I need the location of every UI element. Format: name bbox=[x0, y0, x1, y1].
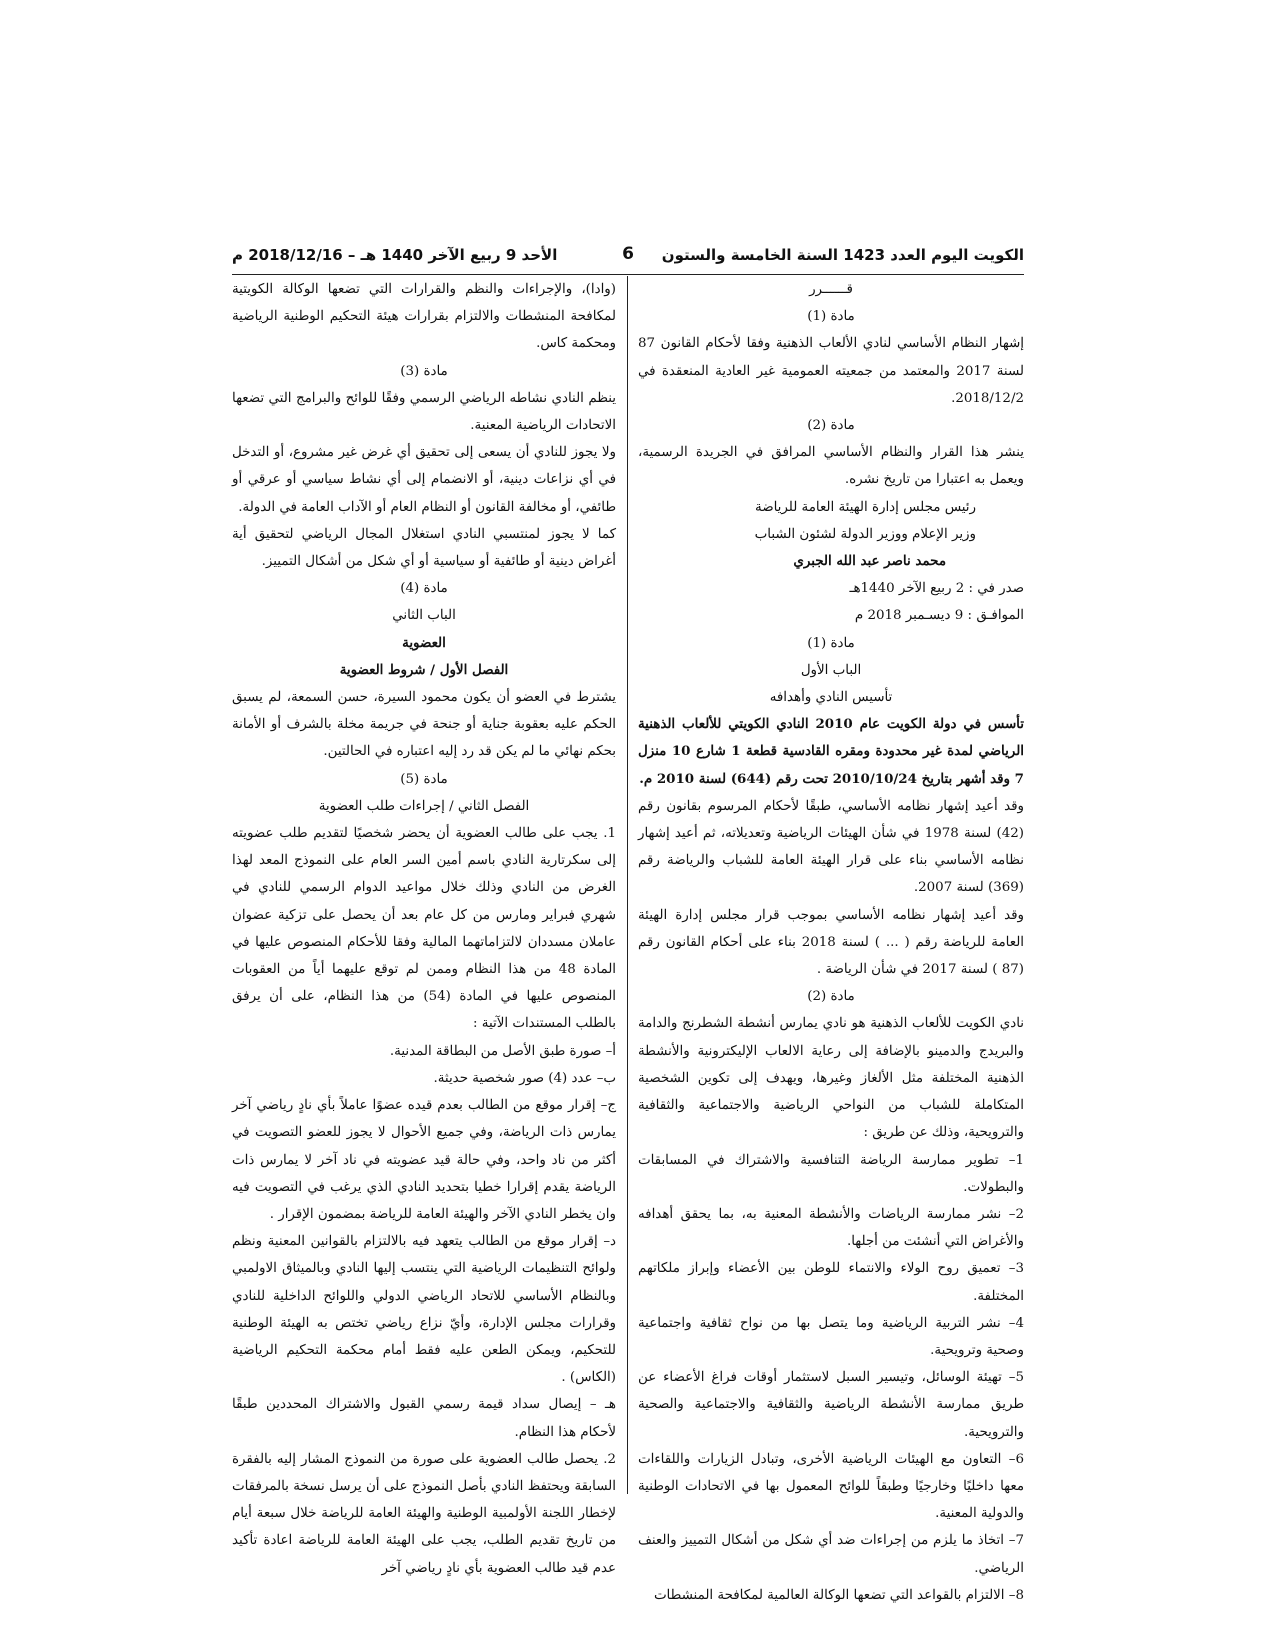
list-item: هـ – إيصال سداد قيمة رسمي القبول والاشتراك المحددين طبقًا لأحكام هذا النظام. bbox=[232, 1397, 616, 1440]
article-heading: مادة (1) bbox=[807, 309, 855, 325]
column-divider bbox=[627, 276, 628, 1494]
list-item: 6– التعاون مع الهيئات الرياضية الأخرى، وتبادل الزيارات واللقاءات معها داخليًا وخارجيًا وطبقاً للوائح المعمول بها في الاتحادات الوطنية والدولية المعنية. bbox=[638, 1451, 1024, 1522]
paragraph: ينشر هذا القرار والنظام الأساسي المرافق في الجريدة الرسمية، ويعمل به اعتبارا من تاريخ نشره. bbox=[638, 445, 1024, 488]
list-item: د– إقرار موقع من الطالب يتعهد فيه بالالتزام بالقوانين المعنية ونظم ولوائح التنظيمات الرياضية التي ينتسب إليها النادي وبالميثاق الاولمبي وبالنظام الأساسي للاتحاد الرياضي الدولي واللوائح الداخلية للنادي وقرارات مجلس الإدارة، وأيّ نزاع رياضي تختص به الهيئة الوطنية للتحكيم، ويمكن الطعن عليه فقط أمام محكمة التحكيم الرياضية (الكاس) . bbox=[232, 1234, 616, 1386]
chapter-heading: الباب الثاني bbox=[392, 608, 456, 624]
issued-date-gregorian: الموافـق : 9 ديسـمبر 2018 م bbox=[854, 608, 1024, 624]
paragraph: كما لا يجوز لمنتسبي النادي استغلال المجال الرياضي لتحقيق أية أغراض دينية أو طائفية أو سياسية أو أي شكل من أشكال التمييز. bbox=[232, 526, 616, 570]
paragraph: يشترط في العضو أن يكون محمود السيرة، حسن السمعة، لم يسبق الحكم عليه بعقوبة جناية أو جنحة في جريمة مخلة بالشرف أو الأمانة بحكم نهائي ما لم يكن قد رد إليه اعتباره في الحالتين. bbox=[232, 690, 616, 760]
article-heading: مادة (3) bbox=[400, 363, 448, 379]
paragraph: نادي الكويت للألعاب الذهنية هو نادي يمارس أنشطة الشطرنج والدامة والبريدج والدمينو بالإضافة إلى رعاية الالعاب الإليكترونية والأنشطة الذهنية المختلفة مثل الألغاز وغيرها، ويهدف إلى تكوين الشخصية المتكاملة للشباب من النواحي الرياضية والاجتماعية والثقافية والترويحية، وذلك عن طريق : bbox=[638, 1016, 1024, 1141]
article-heading: مادة (2) bbox=[807, 418, 855, 434]
issue-info: الكويت اليوم العدد 1423 السنة الخامسة والستون bbox=[661, 246, 1024, 264]
list-item: ب– عدد (4) صور شخصية حديثة. bbox=[433, 1070, 616, 1086]
list-item: 1. يجب على طالب العضوية أن يحضر شخصيًا لتقديم طلب عضويته إلى سكرتارية النادي باسم أمين السر العام على النموذج المعد لهذا الغرض من النادي وذلك خلال مواعيد الدوام الرسمي للنادي في شهري فبراير ومارس من كل عام بعد أن يحصل على تزكية عضوان عاملان مسددان لالتزاماتهما المالية وفقا للأحكام المنصوص عليها في المادة 48 من هذا النظام وممن لم توقع عليهما أياً من العقوبات المنصوص عليها في المادة (54) من هذا النظام، على أن يرفق بالطلب المستندات الآتية : bbox=[232, 826, 616, 1032]
paragraph: تأسس في دولة الكويت عام 2010 النادي الكويتي للألعاب الذهنية الرياضي لمدة غير محدودة ومقره القادسية قطعة 1 شارع 10 منزل 7 وقد أشهر بتاريخ 2010/10/24 تحت رقم (644) لسنة 2010 م. bbox=[638, 716, 1024, 787]
issue-date: الأحد 9 ربيع الآخر 1440 هـ – 2018/12/16 م bbox=[232, 246, 558, 264]
page-header bbox=[232, 242, 1024, 272]
paragraph: إشهار النظام الأساسي لنادي الألعاب الذهنية وفقا لأحكام القانون 87 لسنة 2017 والمعتمد من جمعيته العمومية غير العادية المنعقدة في 2018/12/2. bbox=[638, 336, 1024, 406]
paragraph: وقد أعيد إشهار نظامه الأساسي بموجب قرار مجلس إدارة الهيئة العامة للرياضة رقم ( ... ) لسنة 2018 بناء على أحكام القانون رقم (87 ) لسنة 2017 في شأن الرياضة . bbox=[638, 907, 1024, 978]
article-heading: مادة (5) bbox=[400, 771, 448, 787]
section-heading: تأسيس النادي وأهدافه bbox=[769, 690, 893, 706]
list-item: 7– اتخاذ ما يلزم من إجراءات ضد أي شكل من أشكال التمييز والعنف الرياضي. bbox=[638, 1533, 1024, 1576]
list-item: 5– تهيئة الوسائل، وتيسير السبل لاستثمار أوقات فراغ الأعضاء عن طريق ممارسة الأنشطة الرياضية والثقافية والاجتماعية والصحية والترويحية. bbox=[638, 1370, 1024, 1440]
list-item: أ– صورة طبق الأصل من البطاقة المدنية. bbox=[389, 1043, 616, 1059]
section-heading: العضوية bbox=[402, 634, 446, 651]
paragraph: ينظم النادي نشاطه الرياضي الرسمي وفقًا للوائح والبرامج التي تضعها الاتحادات الرياضية المعنية. bbox=[232, 390, 616, 434]
paragraph: ولا يجوز للنادي أن يسعى إلى تحقيق أي غرض غير مشروع، أو التدخل في أي نزاعات دينية، أو الانضمام إلى أي نشاط سياسي أو عرقي أو طائفي، أو مخالفة القانون أو النظام العام أو الآداب العامة في الدولة. bbox=[232, 445, 616, 515]
right-column bbox=[638, 276, 1024, 1609]
subsection-heading: الفصل الثاني / إجراءات طلب العضوية bbox=[318, 798, 530, 814]
left-column bbox=[232, 276, 616, 1582]
list-item: ج– إقرار موقع من الطالب بعدم قيده عضوًا عاملاً بأي نادٍ رياضي آخر يمارس ذات الرياضة، وفي جميع الأحوال لا يجوز للعضو التصويت في أكثر من ناد واحد، وفي حالة قيد عضويته في ناد آخر لا يمارس ذات الرياضة يقدم إقرارا خطيا بتحديد النادي الذي يرغب في التصويت فيه وان يخطر النادي الآخر والهيئة العامة للرياضة بمضمون الإقرار . bbox=[232, 1098, 616, 1222]
list-item: 3– تعميق روح الولاء والانتماء للوطن بين الأعضاء وإبراز ملكاتهم المختلفة. bbox=[638, 1261, 1024, 1304]
list-item: 1– تطوير ممارسة الرياضة التنافسية والاشتراك في المسابقات والبطولات. bbox=[638, 1152, 1024, 1195]
paragraph: وقد أعيد إشهار نظامه الأساسي، طبقًا لأحكام المرسوم بقانون رقم (42) لسنة 1978 في شأن الهيئات الرياضية وتعديلاته، ثم أعيد إشهار نظامه الأساسي بناء على قرار الهيئة العامة للشباب والرياضة رقم (369) لسنة 2007. bbox=[638, 798, 1025, 896]
signature-title: رئيس مجلس إدارة الهيئة العامة للرياضة bbox=[755, 499, 976, 515]
paragraph: (وادا)، والإجراءات والنظم والقرارات التي تضعها الوكالة الكويتية لمكافحة المنشطات والالتزام بقرارات هيئة التحكيم الوطنية الرياضية ومحكمة كاس. bbox=[232, 282, 616, 352]
signature-name: محمد ناصر عبد الله الجبري bbox=[793, 553, 946, 570]
subsection-heading: الفصل الأول / شروط العضوية bbox=[339, 661, 509, 678]
list-item: 2– نشر ممارسة الرياضات والأنشطة المعنية به، بما يحقق أهدافه والأغراض التي أنشئت من أجلها. bbox=[638, 1206, 1024, 1250]
list-item: 2. يحصل طالب العضوية على صورة من النموذج المشار إليه بالفقرة السابقة ويحتفظ النادي بأصل النموذج على أن يرسل نسخة بالمرفقات لإخطار اللجنة الأولمبية الوطنية والهيئة العامة للرياضة خلال سبعة أيام من تاريخ تقديم الطلب، يجب على الهيئة العامة للرياضة اعادة تأكيد عدم قيد طالب العضوية بأي نادٍ رياضي آخر bbox=[232, 1451, 616, 1576]
list-item: 8– الالتزام بالقواعد التي تضعها الوكالة العالمية لمكافحة المنشطات bbox=[653, 1587, 1024, 1603]
page-number: 6 bbox=[622, 244, 634, 264]
header-rule bbox=[232, 274, 1024, 275]
decision-heading: قــــــرر bbox=[809, 282, 853, 297]
chapter-heading: الباب الأول bbox=[800, 662, 862, 678]
issued-date-hijri: صدر في : 2 ربيع الآخر 1440هـ bbox=[849, 581, 1024, 597]
article-heading: مادة (2) bbox=[807, 989, 855, 1005]
signature-title: وزير الإعلام ووزير الدولة لشئون الشباب bbox=[754, 526, 976, 542]
article-heading: مادة (4) bbox=[400, 581, 448, 597]
list-item: 4– نشر التربية الرياضية وما يتصل بها من نواح ثقافية واجتماعية وصحية وترويحية. bbox=[638, 1315, 1024, 1358]
article-heading: مادة (1) bbox=[807, 635, 855, 651]
